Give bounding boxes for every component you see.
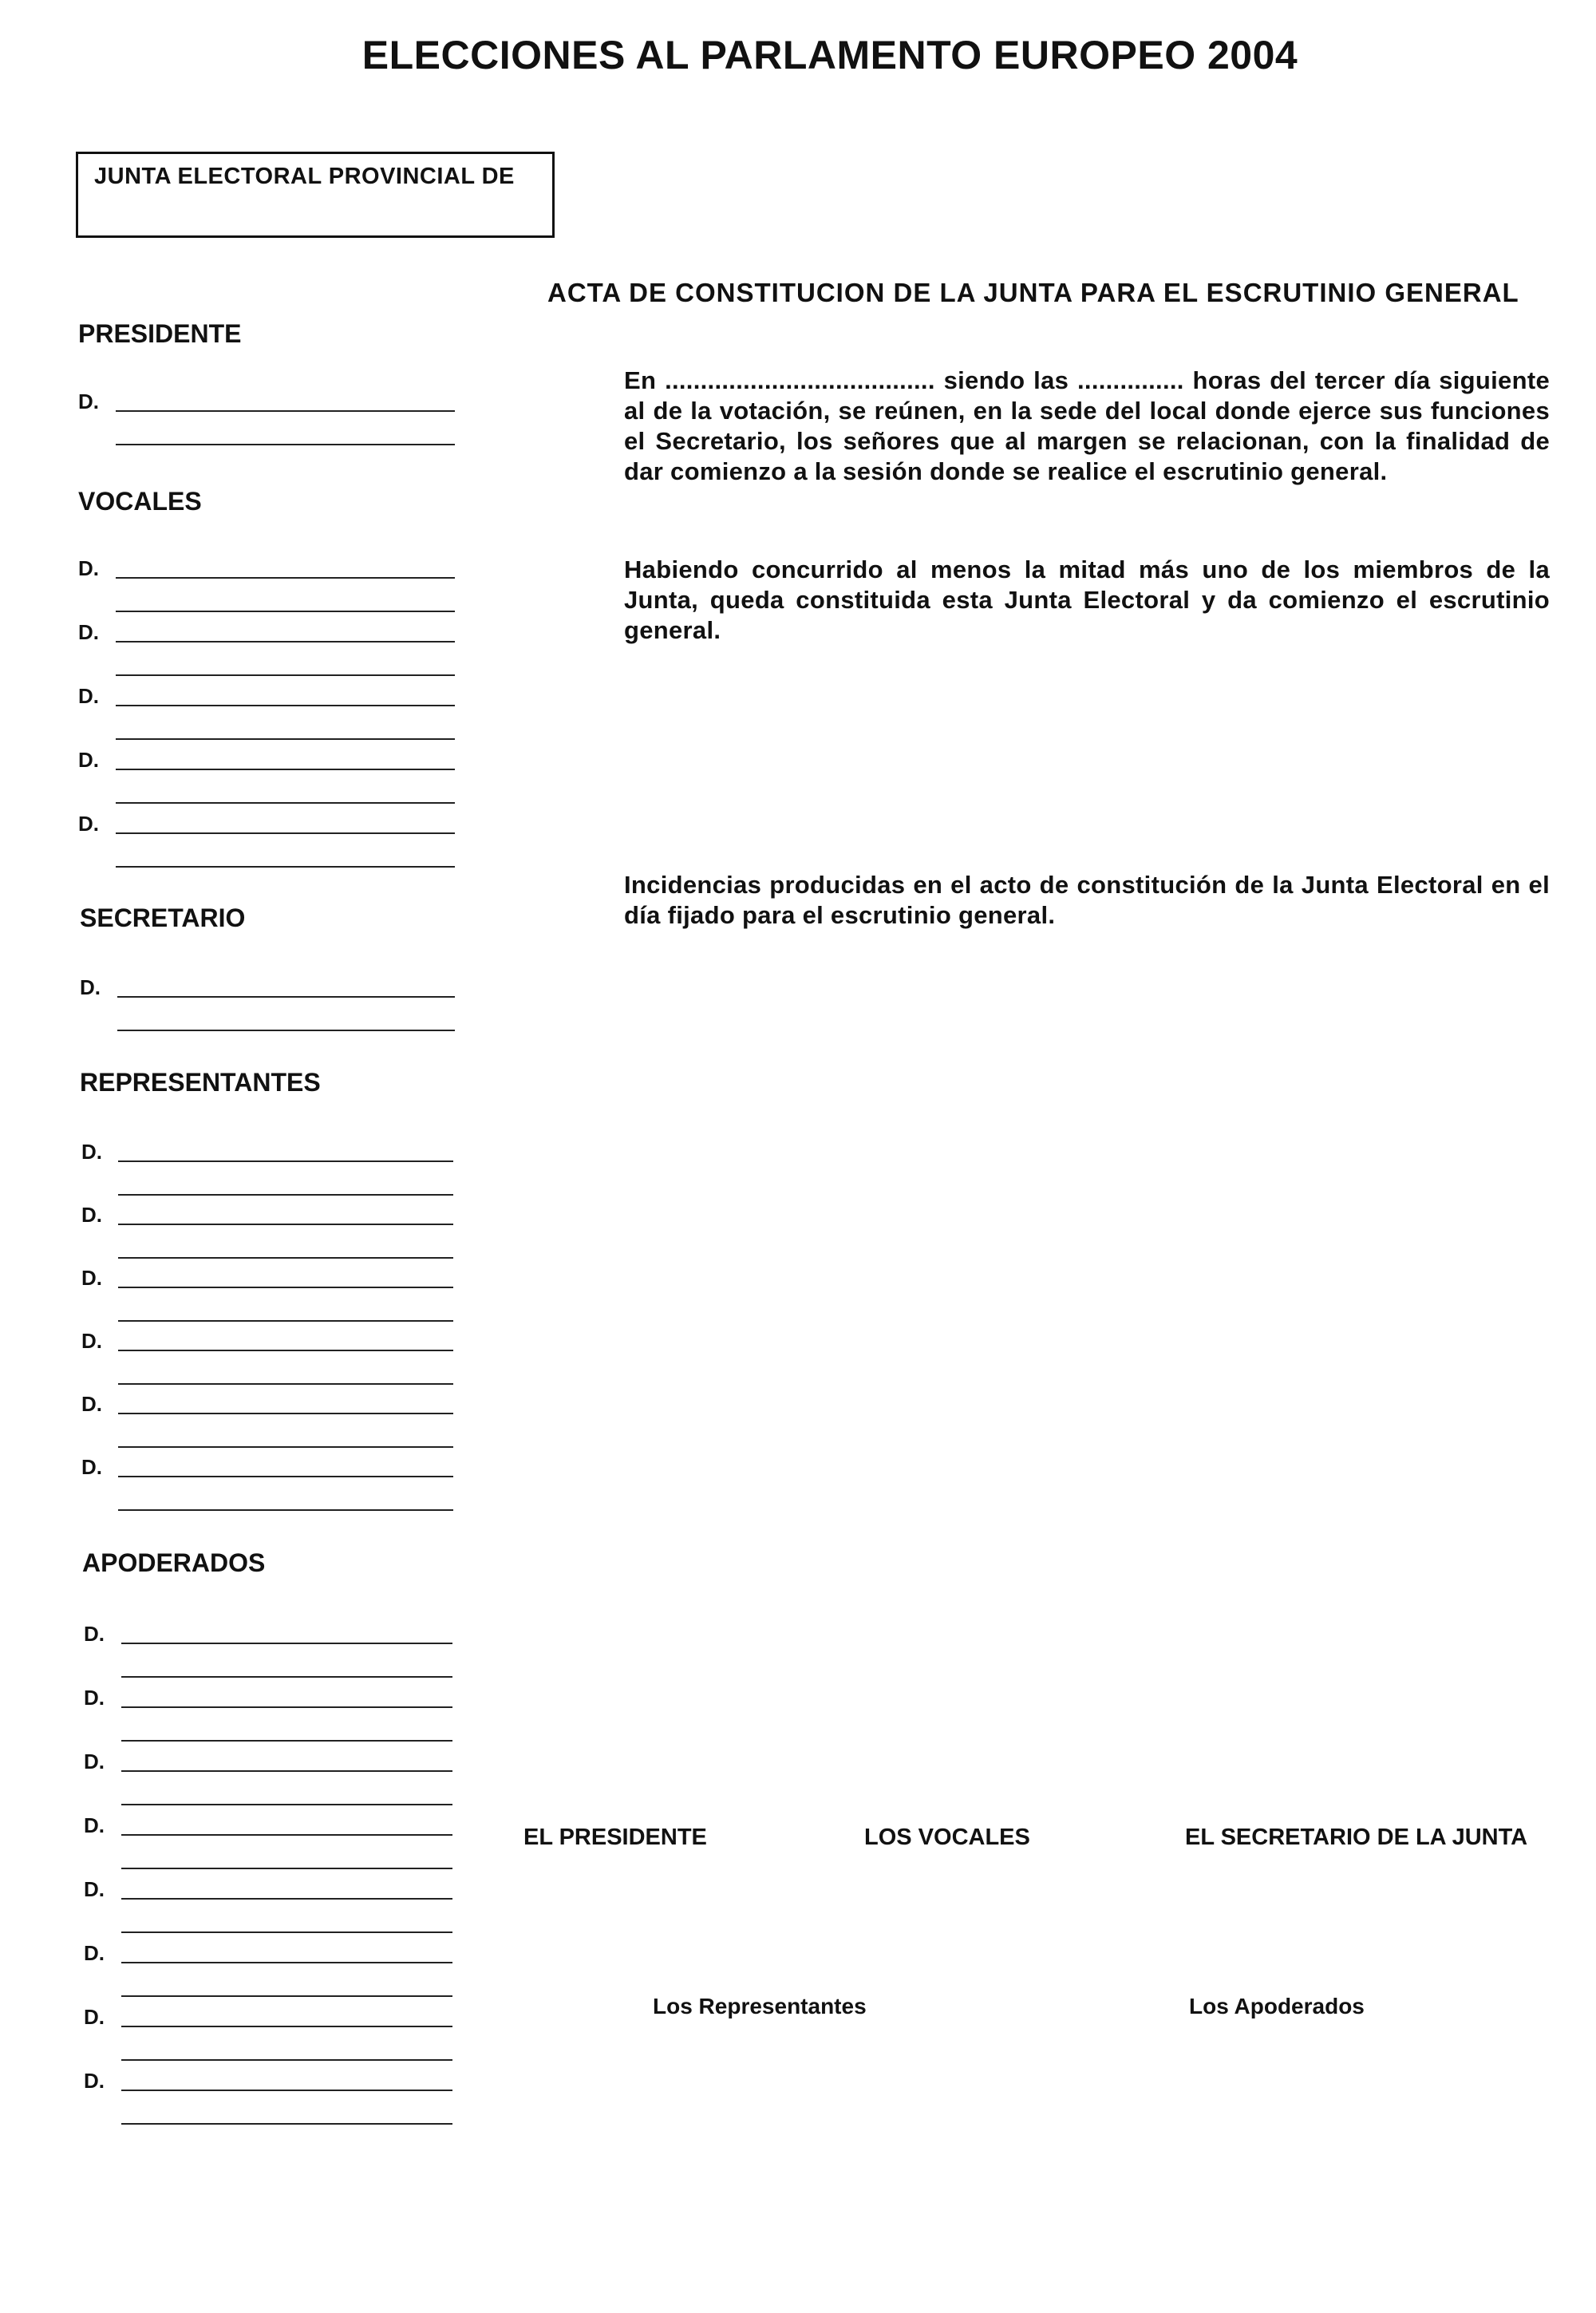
representante-6-line-2[interactable] [118,1509,453,1511]
apoderado-7-line-2[interactable] [121,2059,452,2061]
apoderado-5-d-label: D. [84,1877,105,1901]
representante-3-line-1[interactable] [118,1287,453,1288]
vocal-4-line-2[interactable] [116,802,455,804]
signature-presidente: EL PRESIDENTE [523,1825,707,1850]
apoderado-1-d-label: D. [84,1622,105,1646]
section-representantes: REPRESENTANTES [80,1068,321,1097]
vocal-4-line-1[interactable] [116,769,455,770]
representante-1-line-1[interactable] [118,1160,453,1162]
signature-apoderados: Los Apoderados [1189,1994,1365,2018]
apoderado-8-line-1[interactable] [121,2090,452,2091]
apoderado-8-d-label: D. [84,2069,105,2093]
representante-4-line-1[interactable] [118,1350,453,1351]
vocal-2-line-2[interactable] [116,674,455,676]
acta-title: ACTA DE CONSTITUCION DE LA JUNTA PARA EL ESCRUTINIO GENERAL [547,278,1519,307]
representante-3-d-label: D. [81,1266,102,1290]
representante-5-line-1[interactable] [118,1413,453,1414]
representante-2-line-2[interactable] [118,1257,453,1259]
presidente-line-1[interactable] [116,410,455,412]
presidente-d-label: D. [78,389,99,413]
apoderado-4-line-2[interactable] [121,1868,452,1869]
paragraph-constitucion: Habiendo concurrido al menos la mitad más uno de los miembros de la Junta, queda constituida esta Junta Electoral y da comienzo el escrutinio general. [624,556,1550,644]
representante-1-line-2[interactable] [118,1194,453,1196]
vocal-5-line-1[interactable] [116,832,455,834]
signature-secretario: EL SECRETARIO DE LA JUNTA [1185,1825,1528,1850]
representante-2-d-label: D. [81,1203,102,1227]
vocal-2-d-label: D. [78,620,99,644]
vocal-1-line-1[interactable] [116,577,455,579]
signature-representantes: Los Representantes [653,1994,867,2018]
representante-4-line-2[interactable] [118,1383,453,1385]
signature-vocales: LOS VOCALES [864,1825,1030,1850]
junta-provincial-label: JUNTA ELECTORAL PROVINCIAL DE [94,164,515,189]
representante-4-d-label: D. [81,1329,102,1353]
apoderado-6-line-2[interactable] [121,1995,452,1997]
junta-provincial-box[interactable] [76,152,555,238]
apoderado-3-d-label: D. [84,1750,105,1773]
apoderado-6-d-label: D. [84,1941,105,1965]
vocal-2-line-1[interactable] [116,641,455,642]
vocal-5-d-label: D. [78,812,99,836]
representante-2-line-1[interactable] [118,1224,453,1225]
secretario-d-label: D. [80,975,101,999]
vocal-4-d-label: D. [78,748,99,772]
apoderado-5-line-2[interactable] [121,1931,452,1933]
representante-3-line-2[interactable] [118,1320,453,1322]
representante-6-d-label: D. [81,1455,102,1479]
vocal-3-d-label: D. [78,684,99,708]
vocal-1-line-2[interactable] [116,611,455,612]
apoderado-1-line-2[interactable] [121,1676,452,1678]
representante-5-line-2[interactable] [118,1446,453,1448]
vocal-5-line-2[interactable] [116,866,455,868]
representante-1-d-label: D. [81,1140,102,1164]
apoderado-8-line-2[interactable] [121,2123,452,2125]
document-title: ELECCIONES AL PARLAMENTO EUROPEO 2004 [361,33,1298,77]
representante-6-line-1[interactable] [118,1476,453,1477]
vocal-1-d-label: D. [78,556,99,580]
apoderado-2-line-2[interactable] [121,1740,452,1742]
apoderado-5-line-1[interactable] [121,1898,452,1900]
section-apoderados: APODERADOS [82,1548,266,1577]
section-presidente: PRESIDENTE [78,319,242,348]
paragraph-incidencias: Incidencias producidas en el acto de constitución de la Junta Electoral en el día fijado para el escrutinio general. [624,871,1550,929]
vocal-3-line-2[interactable] [116,738,455,740]
secretario-line-2[interactable] [117,1030,455,1031]
representante-5-d-label: D. [81,1392,102,1416]
apoderado-7-line-1[interactable] [121,2026,452,2027]
apoderado-7-d-label: D. [84,2005,105,2029]
section-vocales: VOCALES [78,487,202,516]
presidente-line-2[interactable] [116,444,455,445]
section-secretario: SECRETARIO [80,903,246,932]
apoderado-6-line-1[interactable] [121,1962,452,1963]
apoderado-4-d-label: D. [84,1813,105,1837]
secretario-line-1[interactable] [117,996,455,998]
vocal-3-line-1[interactable] [116,705,455,706]
apoderado-2-d-label: D. [84,1686,105,1710]
apoderado-3-line-2[interactable] [121,1804,452,1805]
apoderado-1-line-1[interactable] [121,1643,452,1644]
apoderado-2-line-1[interactable] [121,1706,452,1708]
paragraph-reunion: En ...................................... siendo las ............... horas del tercer día siguiente al de la votación, se reúnen, en la sede del local donde ejerce sus funciones el Secretario, los señores que al margen se relacionan, con la finalidad de dar comienzo a la sesión donde se realice el escrutinio general. [624,366,1550,485]
apoderado-4-line-1[interactable] [121,1834,452,1836]
apoderado-3-line-1[interactable] [121,1770,452,1772]
